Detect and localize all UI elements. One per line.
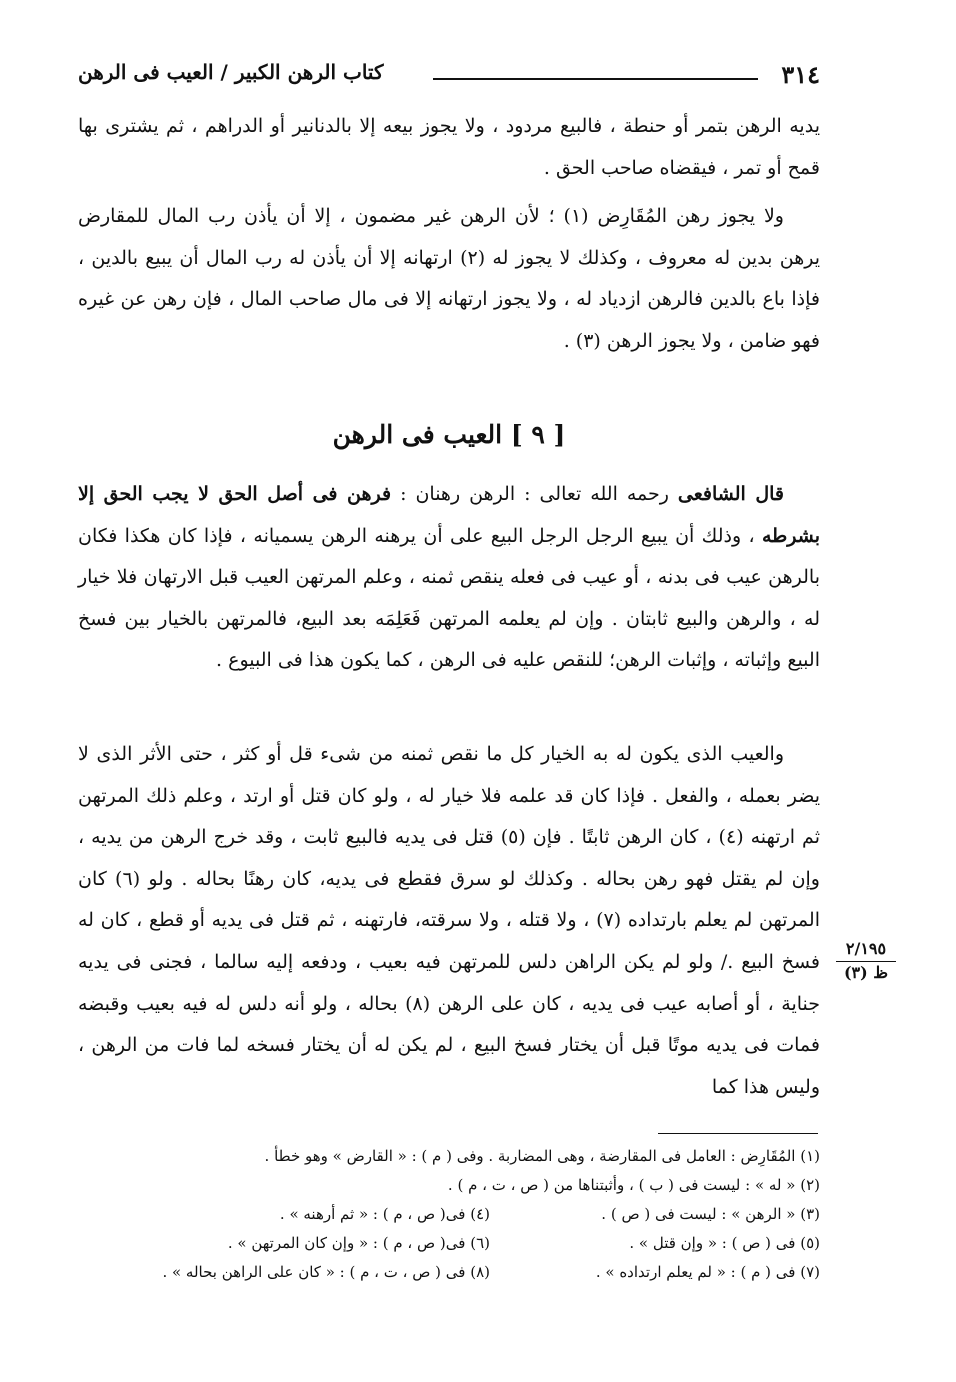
speaker-name: قال الشافعى	[677, 483, 785, 505]
footnote-7: (٧) فى ( م ) : « لم يعلم ارتداده » .	[595, 1263, 820, 1281]
paragraph-muqarid	[78, 196, 820, 362]
margin-folio-note	[836, 938, 896, 984]
paragraph-text	[78, 474, 820, 682]
folio-reference: ظ (٣)	[843, 963, 889, 982]
text-run: رحمه الله تعالى : الرهن رهنان :	[391, 483, 678, 505]
footnote-5: (٥) فى ( ص ) : « وإن قتل » .	[629, 1234, 820, 1252]
running-title: كتاب الرهن الكبير / العيب فى الرهن	[78, 60, 384, 84]
paragraph-text: والعيب الذى يكون له به الخيار كل ما نقص ثمنه من شىء قل أو كثر ، حتى الأثر الذى لا يضر بعمله ، والفعل . فإذا كان قد علمه فلا خيار له ، ولو كان قتل أو ارتد ، وعلم ذلك المرتهن ثم ارتهنه (٤) ، كان الرهن ثابتًا . فإن (٥) قتل فى يديه فالبيع ثابت ، وقد خرج الرهن من يديه ، وإن لم يقتل فهو رهن بحاله . وكذلك لو سرق فقطع فى يديه، كان رهنًا بحاله . ولو (٦) كان المرتهن لم يعلم بارتداده (٧) ، ولا قتله ، ولا سرقته، فارتهنه ، ثم قتل فى يديه أو قطع ، كان له فسخ البيع ./ ولو لم يكن الراهن دلس للمرتهن فيه بعيب ، ودفعه إليه سالما ، فجنى فى يديه جناية ، أو أصابه عيب فى يديه ، كان على الرهن (٨) بحاله ، ولو أنه دلس له فيه بعيب وقبضه فمات فى يديه موتًا قبل أن يختار فسخ البيع ، لم يكن له أن يختار فسخه لما فات من الرهن ، وليس هذا كما	[78, 743, 821, 1098]
footnote-rule	[658, 1133, 818, 1134]
paragraph-defect	[78, 734, 820, 1108]
footnote-6: (٦) فى( ص ، م ) : « وإن كان المرتهن » .	[227, 1234, 490, 1252]
folio-number: ٢/١٩٥	[836, 938, 896, 962]
page-header	[78, 58, 820, 92]
section-heading: [ ٩ ] العيب فى الرهن	[332, 420, 566, 449]
footnotes	[160, 1142, 820, 1287]
header-rule	[433, 78, 758, 80]
footnote-1: (١) المُقَارِض : العامل فى المقارضة ، وهى المضاربة . وفى ( م ) : « القارض » وهو خطأ .	[264, 1147, 820, 1165]
footnote-2: (٢) « له » : ليست فى ( ب ) ، وأثبتناها من ( ص ، ت ، م ) .	[447, 1176, 820, 1194]
footnote-4: (٤) فى( ص ، م ) : « ثم أرهنه » .	[279, 1205, 490, 1223]
footnote-8: (٨) فى ( ص ، ت ، م ) : « كان على الراهن بحاله » .	[162, 1263, 490, 1281]
paragraph-shafii	[78, 474, 820, 682]
paragraph-text: يديه الرهن بتمر أو حنطة ، فالبيع مردود ، ولا يجوز بيعه إلا بالدنانير أو الدراهم ، ثم يشترى بها قمح أو تمر ، فيقضاه صاحب الحق .	[78, 115, 820, 179]
paragraph-text: ولا يجوز رهن المُقَارِض (١) ؛ لأن الرهن غير مضمون ، إلا أن يأذن رب المال للمقارض يرهن بدين له معروف ، وكذلك لا يجوز له (٢) ارتهانه إلا أن يأذن له رب المال أن يبيع بالدين ، فإذا باع بالدين فالرهن ازدياد له ، ولا يجوز ارتهانه إلا فى مال صاحب المال ، فإن رهن عن غيره فهو ضامن ، ولا يجوز الرهن (٣) .	[78, 205, 820, 352]
page-number: ٣١٤	[781, 60, 820, 89]
paragraph-continuation	[78, 106, 820, 189]
text-run: ، وذلك أن يبيع الرجل الرجل البيع على أن يرهنه الرهن يسميانه ، فإذا كان هكذا فكان بالرهن عيب فى بدنه ، أو عيب فى فعله ينقص ثمنه ، وعلم المرتهن العيب قبل الارتهان فلا خيار له ، والرهن والبيع ثابتان . وإن لم يعلمه المرتهن فَعَلِمَه بعد البيع، فالمرتهن بالخيار بين فسخ البيع وإثباته ، وإثبات الرهن؛ للنقص عليه فى الرهن ، كما يكون هذا فى البيوع .	[78, 524, 820, 672]
bold-ruling: فرهن فى أصل الحق لا يجب الحق إلا بشرطه	[78, 483, 820, 547]
footnote-3: (٣) « الرهن » : ليست فى ( ص ) .	[601, 1205, 820, 1223]
